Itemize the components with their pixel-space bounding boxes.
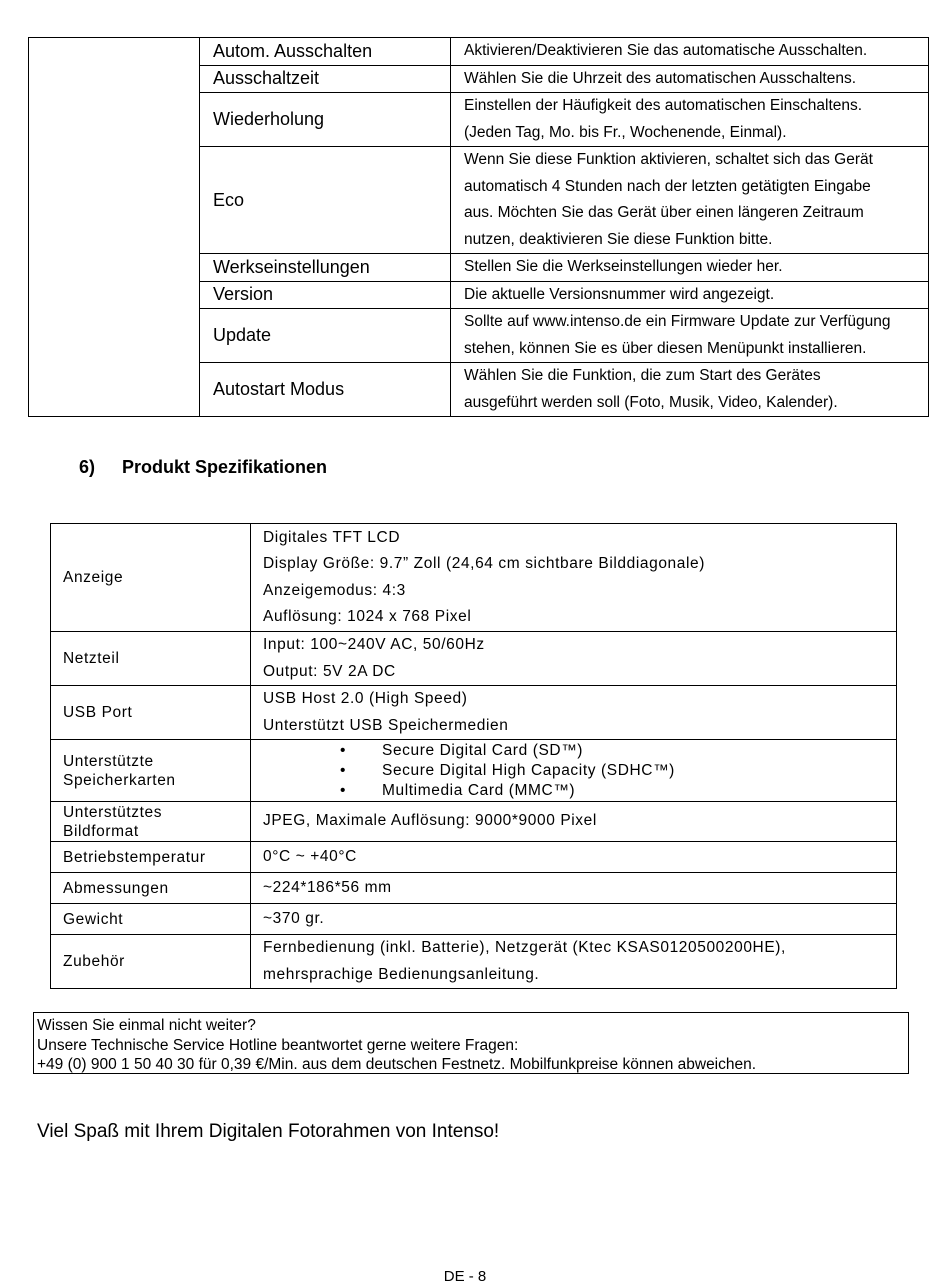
spec-value-line: Anzeigemodus: 4:3 — [263, 581, 406, 599]
section-title: Produkt Spezifikationen — [122, 457, 328, 477]
spec-row — [51, 935, 897, 989]
setting-name: Wiederholung — [200, 93, 451, 147]
spec-label-line: Unterstützte — [63, 752, 154, 770]
spec-value-line: mehrsprachige Bedienungsanleitung. — [263, 965, 540, 983]
hotline-question: Wissen Sie einmal nicht weiter? — [37, 1017, 256, 1034]
setting-description-line: Wählen Sie die Funktion, die zum Start des Gerätes — [464, 367, 821, 384]
setting-description-line: Wenn Sie diese Funktion aktivieren, schaltet sich das Gerät — [464, 151, 873, 168]
spec-value — [251, 842, 897, 873]
hotline-intro: Unsere Technische Service Hotline beantwortet gerne weitere Fragen: — [37, 1036, 519, 1054]
setting-description-line: Aktivieren/Deaktivieren Sie das automatische Ausschalten. — [464, 42, 868, 59]
spec-label-line: USB Port — [63, 704, 133, 721]
spec-label — [51, 802, 251, 842]
hotline-box — [33, 1012, 909, 1074]
setting-description — [451, 65, 929, 93]
spec-label-line: Gewicht — [63, 910, 124, 928]
spec-value-line: 0°C ~ +40°C — [263, 847, 357, 865]
spec-value — [251, 904, 897, 935]
spec-value — [251, 632, 897, 686]
setting-description-line: Sollte auf www.intenso.de ein Firmware Update zur Verfügung — [464, 313, 891, 330]
setting-description-line: nutzen, deaktivieren Sie diese Funktion bitte. — [464, 230, 773, 248]
setting-description-line: automatisch 4 Stunden nach der letzten getätigten Eingabe — [464, 177, 871, 195]
settings-row — [29, 38, 929, 66]
spec-label-line: Speicherkarten — [63, 771, 176, 789]
setting-name: Update — [200, 309, 451, 363]
spec-label — [51, 935, 251, 989]
spec-row — [51, 802, 897, 842]
spec-value-line: ~370 gr. — [263, 909, 325, 927]
spec-value-line: Fernbedienung (inkl. Batterie), Netzgerät (Ktec KSAS0120500200HE), — [263, 939, 786, 956]
setting-name: Version — [200, 281, 451, 309]
spec-bullet-item: • Secure Digital Card (SD™) — [263, 741, 896, 761]
setting-description — [451, 281, 929, 309]
spec-value-line: Input: 100~240V AC, 50/60Hz — [263, 636, 485, 653]
spec-bullet-list — [263, 741, 896, 801]
section-number: 6) — [79, 457, 96, 477]
spec-label-line: Zubehör — [63, 953, 125, 970]
spec-row — [51, 686, 897, 740]
spec-row — [51, 524, 897, 632]
setting-name: Werkseinstellungen — [200, 254, 451, 282]
spec-bullet-item: • Multimedia Card (MMC™) — [263, 781, 896, 801]
spec-value — [251, 686, 897, 740]
setting-description — [451, 363, 929, 417]
settings-table — [28, 37, 929, 417]
setting-description-line: Stellen Sie die Werkseinstellungen wieder her. — [464, 258, 783, 275]
setting-description — [451, 147, 929, 254]
setting-description — [451, 254, 929, 282]
setting-description-line: Die aktuelle Versionsnummer wird angezeigt. — [464, 285, 775, 303]
setting-description-line: ausgeführt werden soll (Foto, Musik, Video, Kalender). — [464, 393, 838, 411]
spec-value — [251, 935, 897, 989]
setting-description-line: aus. Möchten Sie das Gerät über einen längeren Zeitraum — [464, 204, 864, 221]
spec-value — [251, 873, 897, 904]
spec-label — [51, 904, 251, 935]
settings-blank-cell — [29, 38, 200, 417]
spec-value-line: Output: 5V 2A DC — [263, 662, 396, 680]
spec-label-line: Abmessungen — [63, 879, 169, 897]
spec-label — [51, 686, 251, 740]
spec-label — [51, 873, 251, 904]
spec-row — [51, 740, 897, 802]
setting-name: Eco — [200, 147, 451, 254]
spec-row — [51, 904, 897, 935]
spec-value — [251, 524, 897, 632]
setting-name: Ausschaltzeit — [200, 65, 451, 93]
spec-label — [51, 524, 251, 632]
spec-value-line: Display Größe: 9.7” Zoll (24,64 cm sichtbare Bilddiagonale) — [263, 555, 706, 572]
spec-label-line: Betriebstemperatur — [63, 848, 206, 866]
setting-name: Autom. Ausschalten — [200, 38, 451, 66]
setting-description — [451, 309, 929, 363]
spec-value-line: Unterstützt USB Speichermedien — [263, 716, 509, 734]
setting-description — [451, 38, 929, 66]
spec-label — [51, 842, 251, 873]
section-heading — [79, 457, 327, 478]
setting-description-line: stehen, können Sie es über diesen Menüpunkt installieren. — [464, 339, 867, 357]
spec-value-line: Digitales TFT LCD — [263, 528, 401, 546]
closing-line: Viel Spaß mit Ihrem Digitalen Fotorahmen von Intenso! — [37, 1121, 500, 1142]
spec-value-line: JPEG, Maximale Auflösung: 9000*9000 Pixel — [263, 812, 597, 830]
spec-row — [51, 842, 897, 873]
spec-value — [251, 740, 897, 802]
spec-row — [51, 632, 897, 686]
spec-value — [251, 802, 897, 842]
spec-label-line: Netzteil — [63, 650, 120, 667]
spec-label — [51, 740, 251, 802]
spec-label-line: Anzeige — [63, 569, 124, 586]
hotline-number: +49 (0) 900 1 50 40 30 für 0,39 €/Min. aus dem deutschen Festnetz. Mobilfunkpreise können abweichen. — [37, 1056, 757, 1073]
setting-description-line: (Jeden Tag, Mo. bis Fr., Wochenende, Einmal). — [464, 123, 787, 141]
spec-value-line: Auflösung: 1024 x 768 Pixel — [263, 608, 472, 625]
spec-label — [51, 632, 251, 686]
spec-bullet-item: • Secure Digital High Capacity (SDHC™) — [263, 761, 896, 781]
page-number: DE - 8 — [443, 1268, 487, 1285]
specifications-table — [50, 523, 897, 989]
spec-label-line: Bildformat — [63, 822, 139, 840]
spec-value-line: ~224*186*56 mm — [263, 878, 392, 896]
spec-row — [51, 873, 897, 904]
setting-description-line: Einstellen der Häufigkeit des automatischen Einschaltens. — [464, 97, 863, 114]
setting-description — [451, 93, 929, 147]
spec-value-line: USB Host 2.0 (High Speed) — [263, 690, 468, 707]
spec-label-line: Unterstütztes — [63, 803, 163, 821]
setting-name: Autostart Modus — [200, 363, 451, 417]
setting-description-line: Wählen Sie die Uhrzeit des automatischen Ausschaltens. — [464, 69, 857, 87]
